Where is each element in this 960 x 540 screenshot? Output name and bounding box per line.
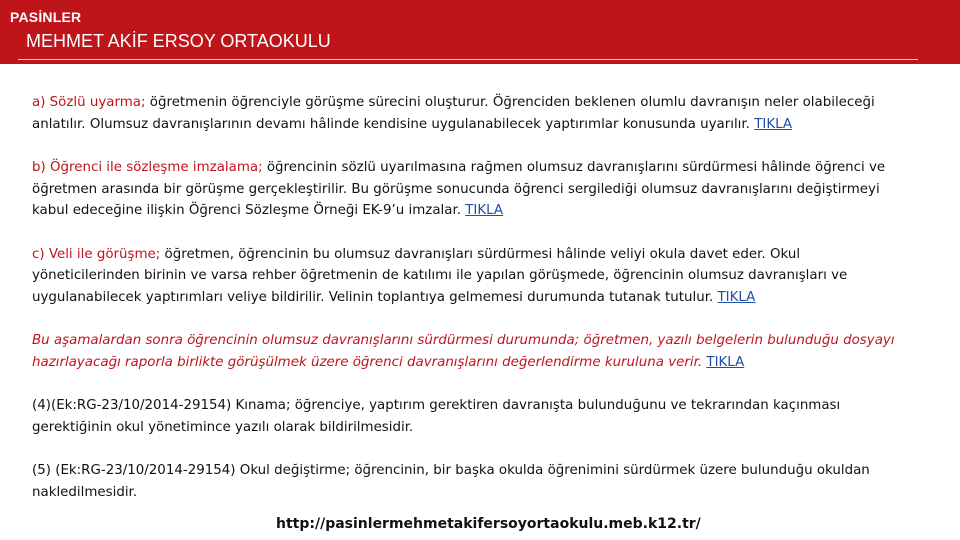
paragraph-c-label: c) Veli ile görüşme; — [32, 246, 161, 262]
paragraph-f: (5) (Ek:RG-23/10/2014-29154) Okul değiştirme; öğrencinin, bir başka okulda öğrenimini sürdürmek üzere bulunduğu okuldan nakledilmesidir. — [32, 463, 870, 500]
paragraph-c-link[interactable]: TIKLA — [717, 289, 756, 305]
header-divider — [18, 59, 918, 60]
paragraph-d-link[interactable]: TIKLA — [706, 354, 745, 370]
school-name: MEHMET AKİF ERSOY ORTAOKULU — [26, 31, 331, 51]
paragraph-b-label: b) Öğrenci ile sözleşme imzalama; — [32, 160, 263, 175]
content-area — [32, 92, 912, 503]
footer-url: http://pasinlermehmetakifersoyortaokulu.meb.k12.tr/ — [276, 516, 701, 532]
paragraph-d — [32, 330, 912, 373]
paragraph-b — [32, 157, 912, 222]
paragraph-c-text: öğretmen, öğrencinin bu olumsuz davranışları sürdürmesi hâlinde veliyi okula davet eder. Okul yöneticilerinden birinin ve varsa rehber öğretmenin de katılımı ile yapılan görüşmede, öğrencinin olumsuz davranışları ve uygulanabilecek yaptırımları veliye bildirilir. Velinin toplantıya gelmemesi durumunda tutanak tutulur. — [32, 246, 848, 305]
paragraph-a-text: öğretmenin öğrenciyle görüşme sürecini oluşturur. Öğrenciden beklenen olumlu davranışın neler olabileceği anlatılır. Olumsuz davranışlarının devamı hâlinde kendisine uygulanabilecek yaptırımlar konusunda uyarılır. — [32, 95, 875, 132]
paragraph-a-label: a) Sözlü uyarma; — [32, 95, 146, 110]
paragraph-e: (4)(Ek:RG-23/10/2014-29154) Kınama; öğrenciye, yaptırım gerektiren davranışta bulunduğunu ve tekrarından kaçınması gerektiğinin okul yönetimince yazılı olarak bildirilmesidir. — [32, 398, 841, 435]
paragraph-b-link[interactable]: TIKLA — [465, 203, 504, 218]
paragraph-a — [32, 92, 912, 135]
paragraph-c — [32, 244, 912, 309]
paragraph-b-text: öğrencinin sözlü uyarılmasına rağmen olumsuz davranışlarını sürdürmesi hâlinde öğrenci ve öğretmen arasında bir görüşme gerçekleştirilir. Bu görüşme sonucunda öğrenci sergilediği olumsuz davranışlarını değiştirmeyi kabul edeceğine ilişkin Öğrenci Sözleşme Örneği EK-9’u imzalar. — [32, 160, 886, 218]
paragraph-a-link[interactable]: TIKLA — [754, 116, 793, 132]
school-district: PASİNLER — [10, 9, 82, 25]
paragraph-d-text: Bu aşamalardan sonra öğrencinin olumsuz davranışlarını sürdürmesi durumunda; öğretmen, yazılı belgelerin bulunduğu dosyayı hazırlayacağı raporla birlikte görüşülmek üzere öğrenci davranışlarını değerlendirme kuruluna verir. — [32, 333, 895, 370]
header-bar — [0, 0, 960, 64]
